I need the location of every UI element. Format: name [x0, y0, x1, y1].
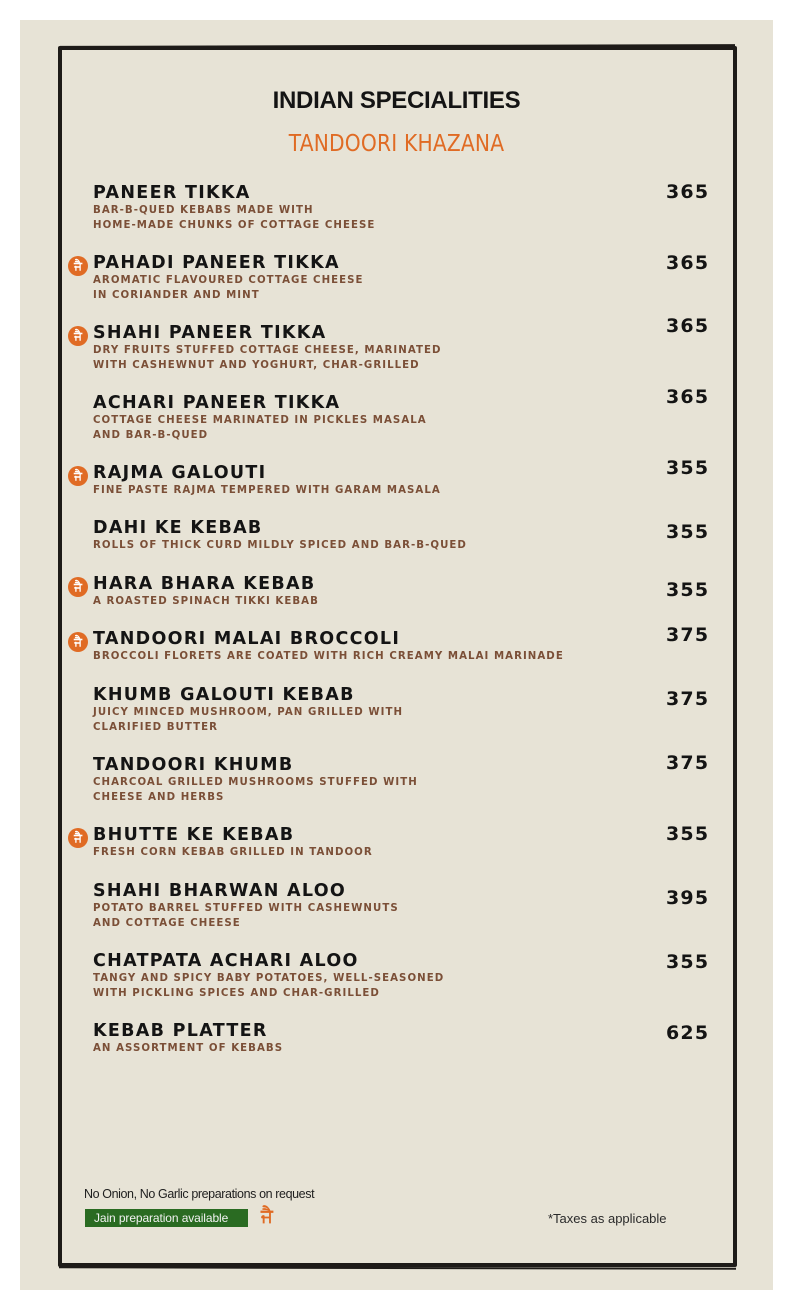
menu-item-name: DAHI KE KEBAB	[93, 518, 263, 538]
menu-item	[93, 684, 713, 735]
menu-item-price: 395	[666, 887, 710, 909]
menu-item-description: POTATO BARREL STUFFED WITH CASHEWNUTS AND COTTAGE CHEESE	[93, 903, 399, 929]
menu-item-description: AROMATIC FLAVOURED COTTAGE CHEESE IN CORIANDER AND MINT	[93, 275, 364, 301]
menu-item-name: HARA BHARA KEBAB	[93, 574, 316, 594]
menu-item-name: BHUTTE KE KEBAB	[93, 825, 295, 845]
menu-item	[93, 392, 713, 443]
menu-item-price: 355	[666, 521, 710, 543]
menu-item-name: TANDOORI KHUMB	[93, 755, 294, 775]
menu-item-description: DRY FRUITS STUFFED COTTAGE CHEESE, MARINATED WITH CASHEWNUT AND YOGHURT, CHAR-GRILLED	[93, 345, 442, 371]
menu-item-name: KHUMB GALOUTI KEBAB	[93, 685, 355, 705]
jain-icon: ਜੈ	[68, 577, 88, 597]
menu-item	[93, 573, 713, 609]
menu-item-price: 375	[666, 688, 710, 710]
menu-item-price: 365	[666, 386, 710, 408]
menu-item	[93, 824, 713, 860]
menu-item-name: PAHADI PANEER TIKKA	[93, 253, 340, 273]
menu-item-name: ACHARI PANEER TIKKA	[93, 393, 341, 413]
menu-item	[93, 880, 713, 931]
menu-item-price: 365	[666, 181, 710, 203]
jain-preparation-badge: Jain preparation available	[85, 1209, 248, 1227]
menu-item-description: FINE PASTE RAJMA TEMPERED WITH GARAM MASALA	[93, 485, 441, 496]
menu-item-description: JUICY MINCED MUSHROOM, PAN GRILLED WITH CLARIFIED BUTTER	[93, 707, 404, 733]
menu-item-description: CHARCOAL GRILLED MUSHROOMS STUFFED WITH CHEESE AND HERBS	[93, 777, 418, 803]
menu-item-description: A ROASTED SPINACH TIKKI KEBAB	[93, 596, 319, 607]
menu-item-description: TANGY AND SPICY BABY POTATOES, WELL-SEASONED WITH PICKLING SPICES AND CHAR-GRILLED	[93, 973, 445, 999]
menu-item-description: BAR-B-QUED KEBABS MADE WITH HOME-MADE CHUNKS OF COTTAGE CHEESE	[93, 205, 376, 231]
menu-item-description: AN ASSORTMENT OF KEBABS	[93, 1043, 284, 1054]
menu-item-description: COTTAGE CHEESE MARINATED IN PICKLES MASALA AND BAR-B-QUED	[93, 415, 427, 441]
menu-item-description: BROCCOLI FLORETS ARE COATED WITH RICH CREAMY MALAI MARINADE	[93, 651, 564, 662]
menu-item-name: SHAHI PANEER TIKKA	[93, 323, 327, 343]
menu-item-price: 365	[666, 315, 710, 337]
menu-item	[93, 462, 713, 498]
jain-icon: ਜੈ	[68, 632, 88, 652]
menu-item-name: PANEER TIKKA	[93, 183, 251, 203]
menu-item-price: 375	[666, 752, 710, 774]
menu-item-price: 355	[666, 579, 710, 601]
menu-item	[93, 754, 713, 805]
menu-item	[93, 517, 713, 553]
menu-item-name: CHATPATA ACHARI ALOO	[93, 951, 359, 971]
menu-item	[93, 950, 713, 1001]
menu-item-name: RAJMA GALOUTI	[93, 463, 267, 483]
menu-item-price: 355	[666, 823, 710, 845]
section-title: TANDOORI KHAZANA	[288, 131, 505, 157]
jain-legend-icon: ਜੈ	[261, 1206, 273, 1227]
menu-item-price: 625	[666, 1022, 710, 1044]
menu-item-name: SHAHI BHARWAN ALOO	[93, 881, 347, 901]
taxes-note: *Taxes as applicable	[548, 1211, 667, 1226]
menu-item-price: 375	[666, 624, 710, 646]
menu-item	[93, 1020, 713, 1056]
menu-item-price: 355	[666, 457, 710, 479]
jain-icon: ਜੈ	[68, 828, 88, 848]
menu-item	[93, 322, 713, 373]
page-title: INDIAN SPECIALITIES	[272, 87, 521, 114]
menu-item-price: 365	[666, 252, 710, 274]
menu-item	[93, 628, 713, 664]
menu-item-name: KEBAB PLATTER	[93, 1021, 268, 1041]
jain-icon: ਜੈ	[68, 326, 88, 346]
menu-item-description: FRESH CORN KEBAB GRILLED IN TANDOOR	[93, 847, 373, 858]
menu-item	[93, 252, 713, 303]
menu-item-price: 355	[666, 951, 710, 973]
menu-item-description: ROLLS OF THICK CURD MILDLY SPICED AND BAR-B-QUED	[93, 540, 467, 551]
jain-icon: ਜੈ	[68, 466, 88, 486]
jain-icon: ਜੈ	[68, 256, 88, 276]
no-onion-garlic-note: No Onion, No Garlic preparations on request	[84, 1187, 315, 1201]
menu-item-name: TANDOORI MALAI BROCCOLI	[93, 629, 401, 649]
menu-item	[93, 182, 713, 233]
